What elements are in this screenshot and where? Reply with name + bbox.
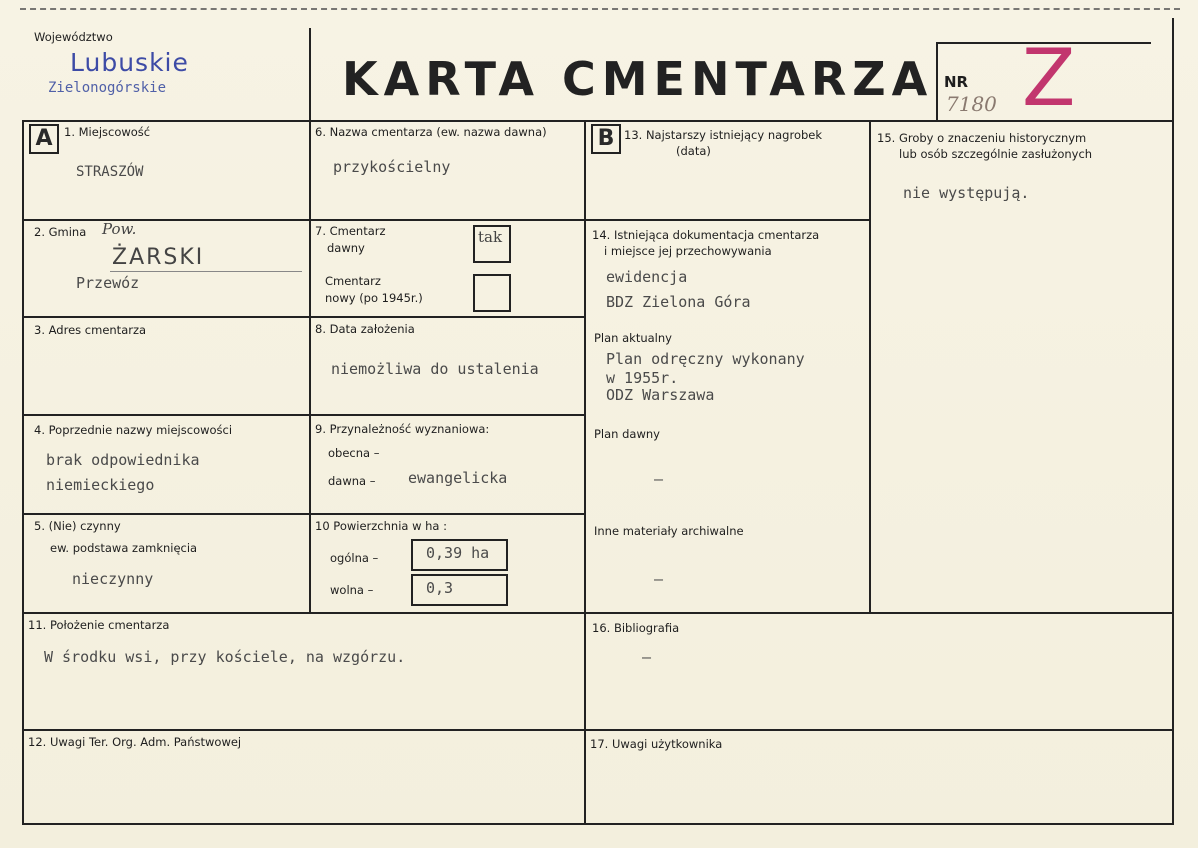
field-14-sub: i miejsce jej przechowywania [604,244,772,258]
field-16-value: – [642,648,652,666]
field-1-label: 1. Miejscowość [64,125,151,139]
plan-current-value-2: w 1955r. [606,369,679,387]
field-15-value: nie występują. [903,184,1030,202]
field-3-label: 3. Adres cmentarza [34,323,147,337]
field-1-value: STRASZÓW [76,164,144,180]
plan-current-value-1: Plan odręczny wykonany [606,350,805,368]
section-b-letter: B [591,124,621,154]
row-line [22,414,586,416]
plan-current-label: Plan aktualny [594,331,672,345]
field-2-value: Przewóz [76,274,140,292]
field-10-total-value: 0,39 ha [426,544,490,562]
field-9-label: 9. Przynależność wyznaniowa: [315,422,490,436]
field-14-value-1: ewidencja [606,268,688,286]
field-8-label: 8. Data założenia [315,322,415,336]
nr-value: 7180 [946,92,997,116]
field-14-value-2: BDZ Zielona Góra [606,293,751,311]
checkbox-old-value: tak [478,228,503,246]
voivodeship-stamp: Lubuskie [70,48,189,77]
field-12-label: 12. Uwagi Ter. Org. Adm. Państwowej [28,735,242,749]
section-a-letter: A [29,124,59,154]
row-line [22,513,586,515]
archive-value: – [654,570,664,588]
field-5-label: 5. (Nie) czynny [34,519,121,533]
field-9-former: dawna – [328,474,376,488]
field-10-free-label: wolna – [330,583,374,597]
field-7-label: 7. Cmentarz [315,224,386,238]
field-4-value-2: niemieckiego [46,476,155,494]
field-11-label: 11. Położenie cmentarza [28,618,170,632]
row-line [22,612,1174,614]
field-7-new-label: Cmentarz [325,274,381,288]
field-9-current: obecna – [328,446,380,460]
field-15-label: 15. Groby o znaczeniu historycznym [877,131,1087,145]
column-divider-2 [584,120,586,825]
voivodeship-label: Województwo [34,30,113,44]
field-11-value: W środku wsi, przy kościele, na wzgórzu. [44,648,406,666]
field-2-label: 2. Gmina [34,225,87,239]
field-13-label: 13. Najstarszy istniejący nagrobek [624,128,823,142]
field-7-new-sub: nowy (po 1945r.) [325,291,423,305]
field-2-handwritten: ŻARSKI [112,245,205,270]
field-4-value-1: brak odpowiednika [46,451,200,469]
field-4-label: 4. Poprzednie nazwy miejscowości [34,423,233,437]
voivodeship-old: Zielonogórskie [48,80,167,96]
row-line [584,219,871,221]
row-line [22,729,1174,731]
field-6-value: przykościelny [333,158,451,176]
field-10-total-label: ogólna – [330,551,379,565]
field-7-sub: dawny [327,241,365,255]
bottom-border [22,823,1174,825]
page-title: KARTA CMENTARZA [342,52,934,106]
field-10-label: 10 Powierzchnia w ha : [315,519,448,533]
field-14-label: 14. Istniejąca dokumentacja cmentarza [592,228,820,242]
field-10-free-value: 0,3 [426,579,454,597]
field-5-value: nieczynny [72,570,154,588]
field-15-sub: lub osób szczególnie zasłużonych [899,147,1093,161]
column-divider-1 [309,28,311,614]
perforation-line [20,8,1180,10]
nr-label: NR [944,73,969,91]
field-13-sub: (data) [676,144,711,158]
field-17-label: 17. Uwagi użytkownika [590,737,723,751]
field-2-pow: Pow. [102,220,137,238]
archive-label: Inne materiały archiwalne [594,524,744,538]
left-border [22,120,24,825]
plan-old-value: – [654,470,664,488]
column-divider-3 [869,120,871,614]
field-9-former-value: ewangelicka [408,469,508,487]
checkbox-new [473,274,511,312]
right-border [1172,18,1174,825]
nr-letter: Z [1022,34,1076,124]
nr-box-left [936,42,938,120]
field-5-sub: ew. podstawa zamknięcia [50,541,198,555]
plan-old-label: Plan dawny [594,427,660,441]
row-line [22,316,586,318]
field-8-value: niemożliwa do ustalenia [331,360,539,378]
field-2-underline [110,271,302,272]
field-16-label: 16. Bibliografia [592,621,680,635]
header-divider [22,120,1174,122]
plan-current-value-3: ODZ Warszawa [606,386,715,404]
field-6-label: 6. Nazwa cmentarza (ew. nazwa dawna) [315,125,547,139]
